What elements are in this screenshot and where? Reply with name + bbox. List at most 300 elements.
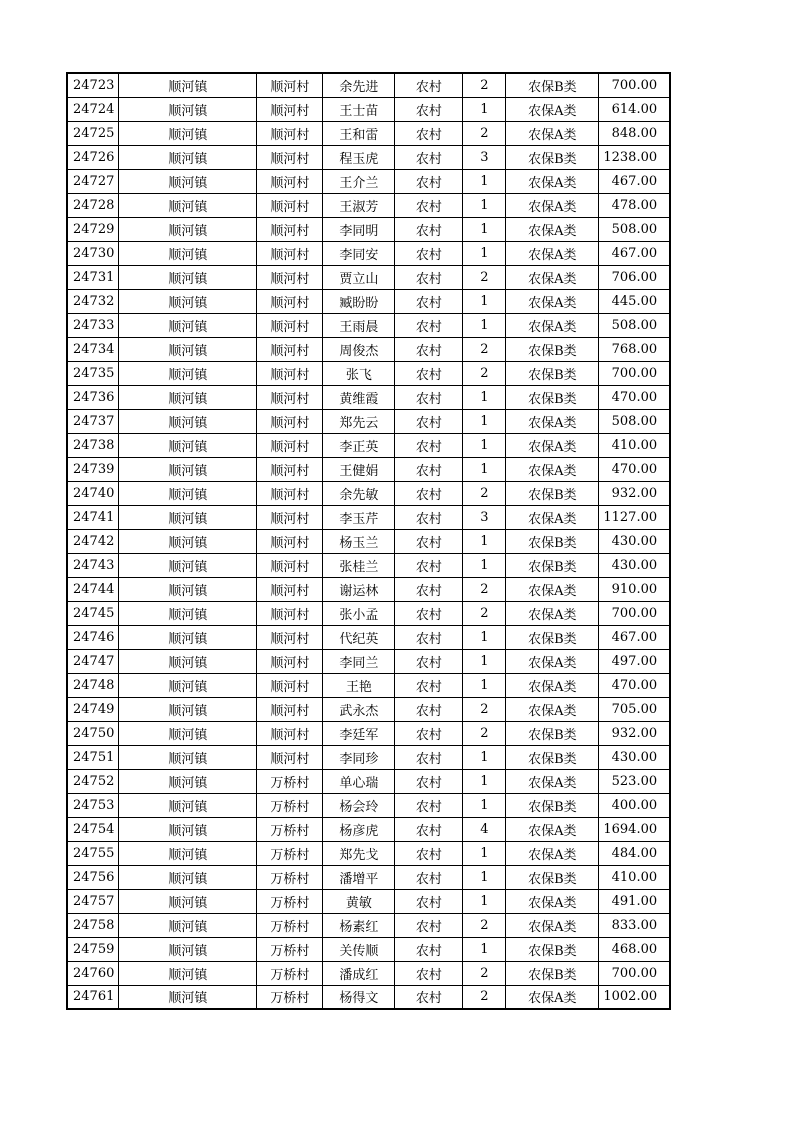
cell-name: 潘增平 (323, 865, 395, 889)
cell-amount: 508.00 (599, 409, 670, 433)
cell-name: 杨素红 (323, 913, 395, 937)
table-row (67, 313, 670, 337)
cell-village: 顺河村 (257, 673, 323, 697)
table-row (67, 289, 670, 313)
cell-household-type: 农村 (395, 121, 463, 145)
cell-amount: 491.00 (599, 889, 670, 913)
cell-name: 李玉芹 (323, 505, 395, 529)
cell-village: 顺河村 (257, 481, 323, 505)
cell-household-size: 1 (463, 409, 506, 433)
cell-household-size: 2 (463, 73, 506, 97)
cell-amount: 400.00 (599, 793, 670, 817)
cell-amount: 1127.00 (599, 505, 670, 529)
cell-amount: 478.00 (599, 193, 670, 217)
cell-household-type: 农村 (395, 793, 463, 817)
cell-household-type: 农村 (395, 409, 463, 433)
cell-household-size: 1 (463, 553, 506, 577)
cell-amount: 467.00 (599, 241, 670, 265)
cell-name: 王雨晨 (323, 313, 395, 337)
cell-household-type: 农村 (395, 601, 463, 625)
cell-household-type: 农村 (395, 361, 463, 385)
cell-category: 农保A类 (506, 769, 599, 793)
cell-category: 农保A类 (506, 649, 599, 673)
cell-household-type: 农村 (395, 841, 463, 865)
cell-record-id: 24724 (67, 97, 119, 121)
cell-amount: 1002.00 (599, 985, 670, 1009)
cell-village: 顺河村 (257, 241, 323, 265)
cell-household-type: 农村 (395, 865, 463, 889)
cell-name: 李同兰 (323, 649, 395, 673)
cell-record-id: 24750 (67, 721, 119, 745)
cell-town: 顺河镇 (119, 913, 257, 937)
cell-village: 顺河村 (257, 97, 323, 121)
cell-name: 周俊杰 (323, 337, 395, 361)
cell-village: 顺河村 (257, 529, 323, 553)
cell-amount: 848.00 (599, 121, 670, 145)
cell-category: 农保A类 (506, 169, 599, 193)
cell-household-size: 1 (463, 169, 506, 193)
cell-household-size: 1 (463, 193, 506, 217)
cell-record-id: 24738 (67, 433, 119, 457)
cell-category: 农保B类 (506, 721, 599, 745)
cell-town: 顺河镇 (119, 217, 257, 241)
table-row (67, 553, 670, 577)
table-row (67, 961, 670, 985)
cell-amount: 614.00 (599, 97, 670, 121)
cell-village: 顺河村 (257, 505, 323, 529)
cell-amount: 523.00 (599, 769, 670, 793)
cell-household-type: 农村 (395, 913, 463, 937)
cell-town: 顺河镇 (119, 145, 257, 169)
cell-record-id: 24746 (67, 625, 119, 649)
cell-town: 顺河镇 (119, 985, 257, 1009)
cell-town: 顺河镇 (119, 361, 257, 385)
table-row (67, 481, 670, 505)
table-row (67, 745, 670, 769)
cell-town: 顺河镇 (119, 673, 257, 697)
cell-record-id: 24739 (67, 457, 119, 481)
cell-record-id: 24729 (67, 217, 119, 241)
cell-household-size: 1 (463, 625, 506, 649)
cell-town: 顺河镇 (119, 793, 257, 817)
cell-amount: 508.00 (599, 313, 670, 337)
cell-household-size: 2 (463, 913, 506, 937)
cell-town: 顺河镇 (119, 121, 257, 145)
table-row (67, 433, 670, 457)
cell-name: 余先敏 (323, 481, 395, 505)
cell-record-id: 24723 (67, 73, 119, 97)
table-row (67, 265, 670, 289)
cell-amount: 430.00 (599, 745, 670, 769)
table-row (67, 625, 670, 649)
cell-household-size: 1 (463, 745, 506, 769)
cell-amount: 484.00 (599, 841, 670, 865)
cell-household-type: 农村 (395, 721, 463, 745)
cell-name: 王健娟 (323, 457, 395, 481)
cell-village: 顺河村 (257, 385, 323, 409)
cell-village: 顺河村 (257, 625, 323, 649)
table-row (67, 529, 670, 553)
cell-household-size: 2 (463, 577, 506, 601)
cell-village: 万桥村 (257, 793, 323, 817)
table-row (67, 97, 670, 121)
table-row (67, 673, 670, 697)
cell-village: 顺河村 (257, 121, 323, 145)
cell-record-id: 24732 (67, 289, 119, 313)
cell-name: 张桂兰 (323, 553, 395, 577)
cell-household-type: 农村 (395, 817, 463, 841)
cell-record-id: 24733 (67, 313, 119, 337)
cell-household-type: 农村 (395, 217, 463, 241)
cell-village: 顺河村 (257, 553, 323, 577)
cell-household-type: 农村 (395, 697, 463, 721)
cell-household-type: 农村 (395, 73, 463, 97)
cell-record-id: 24748 (67, 673, 119, 697)
cell-record-id: 24736 (67, 385, 119, 409)
cell-record-id: 24752 (67, 769, 119, 793)
cell-village: 顺河村 (257, 217, 323, 241)
cell-village: 万桥村 (257, 841, 323, 865)
cell-amount: 470.00 (599, 673, 670, 697)
cell-village: 顺河村 (257, 745, 323, 769)
cell-village: 顺河村 (257, 697, 323, 721)
cell-household-type: 农村 (395, 457, 463, 481)
cell-town: 顺河镇 (119, 769, 257, 793)
table-row (67, 145, 670, 169)
cell-record-id: 24758 (67, 913, 119, 937)
cell-village: 顺河村 (257, 313, 323, 337)
cell-category: 农保A类 (506, 673, 599, 697)
table-row (67, 121, 670, 145)
cell-category: 农保A类 (506, 217, 599, 241)
cell-name: 郑先戈 (323, 841, 395, 865)
cell-household-size: 1 (463, 313, 506, 337)
cell-name: 武永杰 (323, 697, 395, 721)
cell-category: 农保A类 (506, 121, 599, 145)
cell-name: 杨会玲 (323, 793, 395, 817)
cell-name: 王介兰 (323, 169, 395, 193)
cell-name: 王士苗 (323, 97, 395, 121)
table-row (67, 241, 670, 265)
cell-category: 农保A类 (506, 841, 599, 865)
cell-household-size: 2 (463, 265, 506, 289)
cell-record-id: 24735 (67, 361, 119, 385)
cell-category: 农保B类 (506, 793, 599, 817)
cell-village: 万桥村 (257, 913, 323, 937)
cell-village: 顺河村 (257, 721, 323, 745)
table-row (67, 769, 670, 793)
cell-category: 农保B类 (506, 73, 599, 97)
cell-amount: 700.00 (599, 601, 670, 625)
cell-village: 顺河村 (257, 577, 323, 601)
cell-village: 万桥村 (257, 769, 323, 793)
cell-town: 顺河镇 (119, 433, 257, 457)
cell-amount: 1694.00 (599, 817, 670, 841)
cell-village: 万桥村 (257, 961, 323, 985)
cell-household-size: 1 (463, 457, 506, 481)
cell-household-size: 1 (463, 97, 506, 121)
cell-household-type: 农村 (395, 505, 463, 529)
table-row (67, 697, 670, 721)
cell-town: 顺河镇 (119, 265, 257, 289)
cell-village: 顺河村 (257, 457, 323, 481)
cell-household-size: 1 (463, 217, 506, 241)
table-row (67, 937, 670, 961)
cell-category: 农保A类 (506, 601, 599, 625)
cell-town: 顺河镇 (119, 601, 257, 625)
cell-category: 农保B类 (506, 865, 599, 889)
cell-name: 余先进 (323, 73, 395, 97)
cell-record-id: 24760 (67, 961, 119, 985)
table-row (67, 385, 670, 409)
cell-name: 黄维霞 (323, 385, 395, 409)
cell-record-id: 24745 (67, 601, 119, 625)
cell-category: 农保A类 (506, 265, 599, 289)
cell-village: 顺河村 (257, 145, 323, 169)
table-row (67, 457, 670, 481)
cell-record-id: 24741 (67, 505, 119, 529)
cell-amount: 497.00 (599, 649, 670, 673)
cell-household-type: 农村 (395, 961, 463, 985)
cell-amount: 445.00 (599, 289, 670, 313)
cell-amount: 410.00 (599, 865, 670, 889)
cell-category: 农保A类 (506, 193, 599, 217)
cell-household-type: 农村 (395, 985, 463, 1009)
cell-record-id: 24755 (67, 841, 119, 865)
cell-household-type: 农村 (395, 265, 463, 289)
cell-household-size: 2 (463, 985, 506, 1009)
cell-village: 顺河村 (257, 409, 323, 433)
cell-town: 顺河镇 (119, 241, 257, 265)
cell-town: 顺河镇 (119, 817, 257, 841)
cell-town: 顺河镇 (119, 385, 257, 409)
cell-name: 潘成红 (323, 961, 395, 985)
cell-category: 农保A类 (506, 577, 599, 601)
cell-village: 万桥村 (257, 985, 323, 1009)
cell-household-type: 农村 (395, 625, 463, 649)
cell-name: 程玉虎 (323, 145, 395, 169)
cell-category: 农保A类 (506, 817, 599, 841)
cell-category: 农保B类 (506, 745, 599, 769)
cell-town: 顺河镇 (119, 841, 257, 865)
cell-household-size: 2 (463, 337, 506, 361)
cell-amount: 706.00 (599, 265, 670, 289)
cell-record-id: 24753 (67, 793, 119, 817)
cell-category: 农保B类 (506, 481, 599, 505)
cell-household-size: 1 (463, 241, 506, 265)
cell-category: 农保A类 (506, 505, 599, 529)
cell-household-type: 农村 (395, 889, 463, 913)
cell-name: 王淑芳 (323, 193, 395, 217)
cell-household-size: 3 (463, 505, 506, 529)
cell-town: 顺河镇 (119, 937, 257, 961)
cell-category: 农保A类 (506, 913, 599, 937)
cell-town: 顺河镇 (119, 721, 257, 745)
table-row (67, 985, 670, 1009)
cell-amount: 932.00 (599, 481, 670, 505)
cell-town: 顺河镇 (119, 289, 257, 313)
cell-category: 农保B类 (506, 529, 599, 553)
cell-household-type: 农村 (395, 673, 463, 697)
table-row (67, 865, 670, 889)
cell-household-type: 农村 (395, 241, 463, 265)
cell-household-size: 1 (463, 865, 506, 889)
cell-name: 杨彦虎 (323, 817, 395, 841)
cell-name: 张小孟 (323, 601, 395, 625)
table-row (67, 913, 670, 937)
table-row (67, 817, 670, 841)
cell-name: 李正英 (323, 433, 395, 457)
cell-town: 顺河镇 (119, 193, 257, 217)
cell-town: 顺河镇 (119, 697, 257, 721)
table-row (67, 793, 670, 817)
cell-record-id: 24726 (67, 145, 119, 169)
cell-household-type: 农村 (395, 745, 463, 769)
cell-amount: 430.00 (599, 529, 670, 553)
table-row (67, 889, 670, 913)
cell-household-size: 1 (463, 793, 506, 817)
cell-town: 顺河镇 (119, 649, 257, 673)
cell-category: 农保A类 (506, 457, 599, 481)
cell-village: 顺河村 (257, 601, 323, 625)
table-row (67, 193, 670, 217)
cell-amount: 467.00 (599, 169, 670, 193)
cell-record-id: 24757 (67, 889, 119, 913)
cell-amount: 700.00 (599, 361, 670, 385)
cell-household-type: 农村 (395, 337, 463, 361)
cell-household-size: 2 (463, 697, 506, 721)
table-row (67, 841, 670, 865)
cell-name: 李同明 (323, 217, 395, 241)
cell-amount: 768.00 (599, 337, 670, 361)
cell-category: 农保B类 (506, 337, 599, 361)
cell-household-type: 农村 (395, 193, 463, 217)
cell-village: 顺河村 (257, 193, 323, 217)
cell-household-type: 农村 (395, 169, 463, 193)
cell-village: 顺河村 (257, 169, 323, 193)
table-row (67, 73, 670, 97)
cell-name: 谢运林 (323, 577, 395, 601)
cell-village: 顺河村 (257, 361, 323, 385)
cell-record-id: 24749 (67, 697, 119, 721)
cell-town: 顺河镇 (119, 313, 257, 337)
cell-amount: 910.00 (599, 577, 670, 601)
cell-household-type: 农村 (395, 433, 463, 457)
cell-village: 万桥村 (257, 865, 323, 889)
cell-town: 顺河镇 (119, 337, 257, 361)
cell-category: 农保A类 (506, 697, 599, 721)
cell-name: 关传顺 (323, 937, 395, 961)
cell-category: 农保B类 (506, 625, 599, 649)
cell-amount: 470.00 (599, 385, 670, 409)
cell-amount: 705.00 (599, 697, 670, 721)
cell-amount: 430.00 (599, 553, 670, 577)
cell-record-id: 24761 (67, 985, 119, 1009)
cell-name: 张飞 (323, 361, 395, 385)
cell-town: 顺河镇 (119, 97, 257, 121)
cell-category: 农保A类 (506, 97, 599, 121)
table-row (67, 721, 670, 745)
table-row (67, 217, 670, 241)
cell-record-id: 24744 (67, 577, 119, 601)
cell-name: 郑先云 (323, 409, 395, 433)
table-row (67, 169, 670, 193)
cell-town: 顺河镇 (119, 169, 257, 193)
cell-name: 杨得文 (323, 985, 395, 1009)
cell-category: 农保B类 (506, 961, 599, 985)
cell-household-type: 农村 (395, 577, 463, 601)
data-table (66, 72, 671, 1010)
cell-household-size: 1 (463, 673, 506, 697)
cell-record-id: 24737 (67, 409, 119, 433)
cell-category: 农保B类 (506, 361, 599, 385)
cell-household-type: 农村 (395, 481, 463, 505)
cell-name: 黄敏 (323, 889, 395, 913)
cell-record-id: 24725 (67, 121, 119, 145)
cell-town: 顺河镇 (119, 505, 257, 529)
cell-record-id: 24728 (67, 193, 119, 217)
cell-name: 李同珍 (323, 745, 395, 769)
cell-household-size: 1 (463, 385, 506, 409)
cell-town: 顺河镇 (119, 745, 257, 769)
cell-household-type: 农村 (395, 97, 463, 121)
cell-name: 贾立山 (323, 265, 395, 289)
cell-category: 农保B类 (506, 385, 599, 409)
cell-name: 李廷军 (323, 721, 395, 745)
cell-record-id: 24751 (67, 745, 119, 769)
cell-category: 农保B类 (506, 553, 599, 577)
cell-village: 顺河村 (257, 73, 323, 97)
cell-village: 万桥村 (257, 937, 323, 961)
cell-amount: 700.00 (599, 73, 670, 97)
cell-name: 王艳 (323, 673, 395, 697)
table-row (67, 601, 670, 625)
cell-record-id: 24731 (67, 265, 119, 289)
cell-household-size: 1 (463, 769, 506, 793)
cell-name: 单心瑞 (323, 769, 395, 793)
cell-record-id: 24747 (67, 649, 119, 673)
cell-town: 顺河镇 (119, 625, 257, 649)
cell-town: 顺河镇 (119, 889, 257, 913)
cell-name: 臧盼盼 (323, 289, 395, 313)
cell-town: 顺河镇 (119, 553, 257, 577)
cell-village: 顺河村 (257, 337, 323, 361)
cell-name: 杨玉兰 (323, 529, 395, 553)
cell-amount: 833.00 (599, 913, 670, 937)
cell-town: 顺河镇 (119, 961, 257, 985)
cell-town: 顺河镇 (119, 481, 257, 505)
cell-household-type: 农村 (395, 529, 463, 553)
cell-town: 顺河镇 (119, 409, 257, 433)
cell-record-id: 24727 (67, 169, 119, 193)
cell-amount: 508.00 (599, 217, 670, 241)
cell-village: 万桥村 (257, 889, 323, 913)
table-row (67, 361, 670, 385)
cell-town: 顺河镇 (119, 529, 257, 553)
cell-record-id: 24743 (67, 553, 119, 577)
cell-village: 顺河村 (257, 265, 323, 289)
cell-household-size: 2 (463, 601, 506, 625)
cell-household-size: 2 (463, 721, 506, 745)
cell-amount: 468.00 (599, 937, 670, 961)
cell-household-type: 农村 (395, 385, 463, 409)
cell-name: 代纪英 (323, 625, 395, 649)
cell-household-type: 农村 (395, 937, 463, 961)
cell-town: 顺河镇 (119, 865, 257, 889)
cell-amount: 932.00 (599, 721, 670, 745)
cell-household-size: 2 (463, 481, 506, 505)
table-row (67, 505, 670, 529)
